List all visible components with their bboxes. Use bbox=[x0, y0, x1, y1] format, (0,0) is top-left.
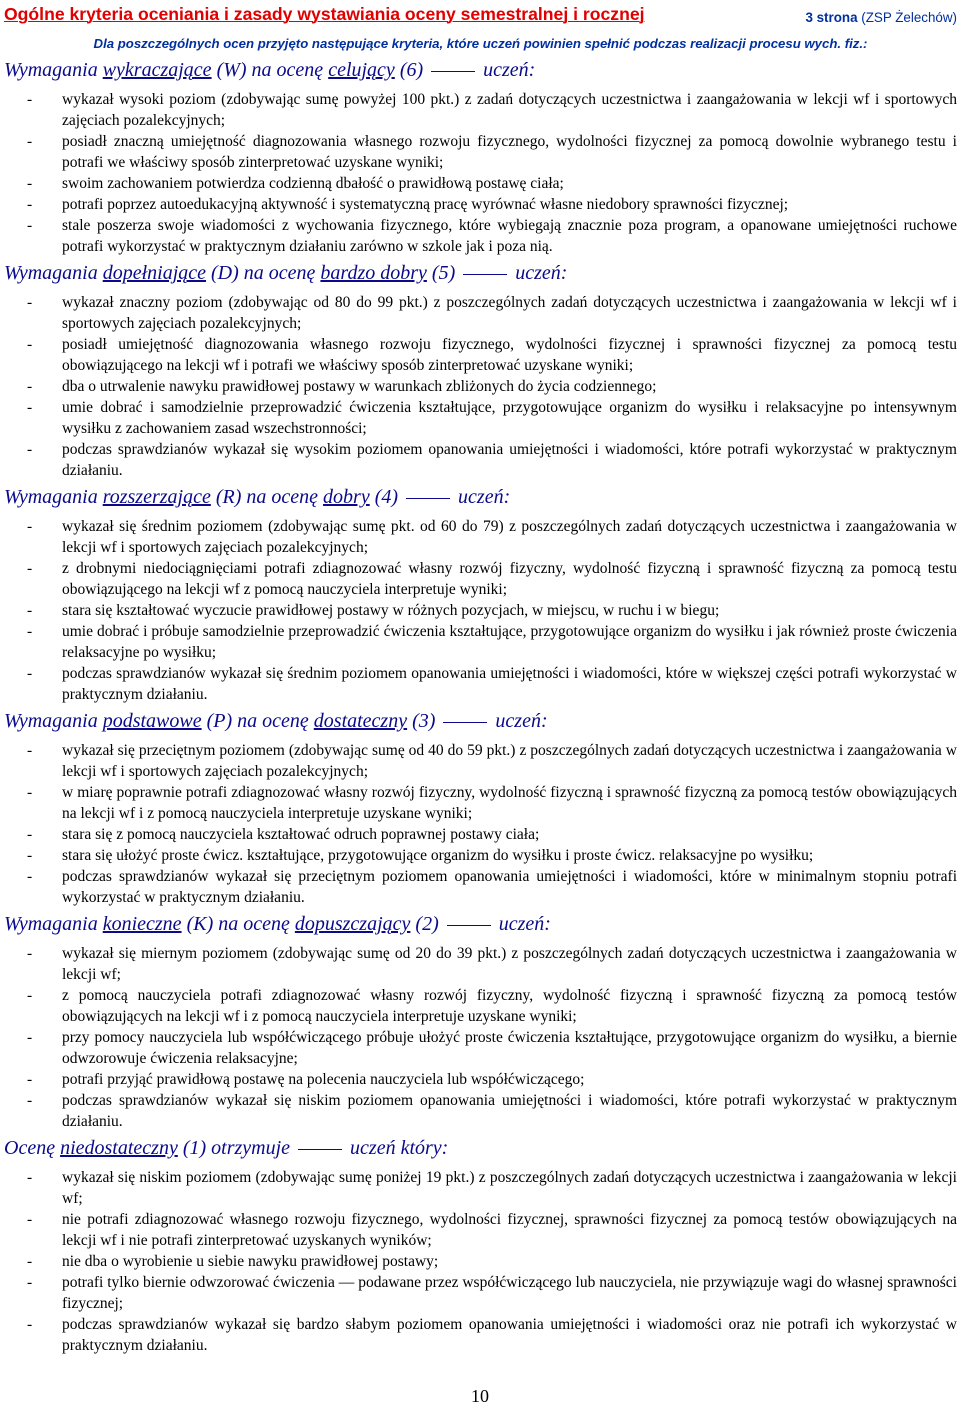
criteria-list bbox=[4, 292, 957, 481]
criteria-item: - stara się ułożyć proste ćwicz. kształtujące, przygotowujące organizm do wysiłku i proste ćwicz. relaksacyjne po wysiłku; bbox=[4, 845, 957, 866]
criteria-item: - dba o utrwalenie nawyku prawidłowej postawy w warunkach zbliżonych do życia codziennego; bbox=[4, 376, 957, 397]
heading-subject: uczeń który: bbox=[350, 1137, 449, 1159]
heading-grade-name: dopuszczający bbox=[294, 913, 411, 935]
criteria-item: - stale poszerza swoje wiadomości z wychowania fizycznego, które wybiegają znacznie poza program, a opanowane umiejętności ruchowe potrafi wykorzystać w praktycznym działaniu zarówno w szkole jak i poza nią. bbox=[4, 215, 957, 257]
section-heading bbox=[4, 913, 957, 936]
heading-middle: (K) na ocenę bbox=[181, 913, 295, 935]
page-label-rest: (ZSP Żelechów) bbox=[857, 10, 957, 25]
heading-grade-name: dostateczny bbox=[313, 710, 408, 732]
heading-middle: (D) na ocenę bbox=[206, 262, 321, 284]
heading-grade-number: (2) bbox=[410, 913, 439, 935]
heading-subject: uczeń: bbox=[498, 913, 551, 935]
heading-subject: uczeń: bbox=[458, 486, 511, 508]
heading-subject: uczeń: bbox=[515, 262, 568, 284]
criteria-item: - przy pomocy nauczyciela lub współćwiczącego próbuje ułożyć proste ćwiczenia kształtujące, przygotowujące organizm do wysiłku, a biernie odwzorowuje ćwiczenia relaksacyjne; bbox=[4, 1027, 957, 1069]
heading-requirement-type: niedostateczny bbox=[60, 1137, 178, 1159]
grade-section bbox=[4, 59, 957, 257]
heading-requirement-type: konieczne bbox=[102, 913, 182, 935]
criteria-list bbox=[4, 1167, 957, 1356]
grade-section bbox=[4, 262, 957, 481]
heading-grade-number: (4) bbox=[369, 486, 399, 508]
criteria-list bbox=[4, 89, 957, 257]
section-heading bbox=[4, 710, 957, 733]
criteria-item: - umie dobrać i próbuje samodzielnie przeprowadzić ćwiczenia kształtujące, przygotowujące organizm do wysiłku i jak również proste ćwiczenia relaksacyjne po wysiłku; bbox=[4, 621, 957, 663]
criteria-item: - z drobnymi niedociągnięciami potrafi zdiagnozować własny rozwój fizyczny, wydolność fizyczną i sprawność fizyczną za pomocą testu obowiązującego na lekcji wf z pomocą nauczyciela interpretuje wyniki; bbox=[4, 558, 957, 600]
criteria-item: - podczas sprawdzianów wykazał się przeciętnym poziomem opanowania umiejętności i wiadomości, które w minimalnym stopniu potrafi wykorzystać w praktycznym działaniu. bbox=[4, 866, 957, 908]
heading-subject: uczeń: bbox=[495, 710, 548, 732]
heading-dash bbox=[406, 498, 450, 500]
criteria-item: - wykazał się przeciętnym poziomem (zdobywając sumę od 40 do 59 pkt.) z poszczególnych zadań dotyczących uczestnictwa i zaangażowania w lekcji wf i sportowych zajęciach pozalekcyjnych; bbox=[4, 740, 957, 782]
heading-requirement-type: wykraczające bbox=[102, 59, 212, 81]
heading-prefix: Wymagania bbox=[4, 486, 103, 508]
criteria-item: - posiadł znaczną umiejętność diagnozowania własnego rozwoju fizycznego, wydolności fizycznej za pomocą dowolnie wybranego testu i potrafi we właściwy sposób zinterpretować uzyskane wyniki; bbox=[4, 131, 957, 173]
heading-prefix: Wymagania bbox=[4, 262, 103, 284]
grade-section bbox=[4, 1137, 957, 1356]
section-heading bbox=[4, 1137, 957, 1160]
criteria-list bbox=[4, 943, 957, 1132]
criteria-item: - umie dobrać i samodzielnie przeprowadzić ćwiczenia kształtujące, przygotowujące organizm do wysiłku i relaksacyjne po intensywnym wysiłku z zachowaniem zasad wszechstronności; bbox=[4, 397, 957, 439]
criteria-item: - wykazał się niskim poziomem (zdobywając sumę poniżej 19 pkt.) z poszczególnych zadań dotyczących uczestnictwa i zaangażowania w lekcji wf; bbox=[4, 1167, 957, 1209]
heading-dash bbox=[463, 274, 507, 276]
heading-prefix: Wymagania bbox=[4, 710, 103, 732]
page-number: 10 bbox=[471, 1386, 489, 1406]
criteria-item: - podczas sprawdzianów wykazał się wysokim poziomem opanowania umiejętności i wiadomości, które potrafi wykorzystać w praktycznym działaniu. bbox=[4, 439, 957, 481]
criteria-item: - nie potrafi zdiagnozować własnego rozwoju fizycznego, wydolności fizycznej, sprawności fizycznej za pomocą testów obowiązujących na lekcji wf i nie potrafi zinterpretować uzyskanych wyników; bbox=[4, 1209, 957, 1251]
criteria-item: - wykazał znaczny poziom (zdobywając od 80 do 99 pkt.) z poszczególnych zadań dotyczących uczestnictwa i zaangażowania w lekcji wf i sportowych zajęciach pozalekcyjnych; bbox=[4, 292, 957, 334]
heading-dash bbox=[447, 925, 491, 927]
heading-grade-number: (3) bbox=[407, 710, 436, 732]
document-title: Ogólne kryteria oceniania i zasady wystawiania oceny semestralnej i rocznej bbox=[4, 4, 645, 24]
criteria-list bbox=[4, 516, 957, 705]
page-label bbox=[805, 10, 957, 25]
heading-prefix: Ocenę bbox=[4, 1137, 61, 1159]
header-bar bbox=[4, 0, 957, 25]
section-heading bbox=[4, 486, 957, 509]
heading-subject: uczeń: bbox=[483, 59, 536, 81]
section-heading bbox=[4, 262, 957, 285]
section-heading bbox=[4, 59, 957, 82]
heading-grade-name: dobry bbox=[323, 486, 370, 508]
criteria-item: - posiadł umiejętność diagnozowania własnego rozwoju fizycznego, wydolności fizycznej i sprawności fizycznej za pomocą testu obowiązującego na lekcji wf i potrafi we właściwy sposób zinterpretować uzyskane wyniki; bbox=[4, 334, 957, 376]
heading-dash bbox=[431, 71, 475, 73]
criteria-item: - stara się kształtować wyczucie prawidłowej postawy w różnych pozycjach, w miejscu, w ruchu i w biegu; bbox=[4, 600, 957, 621]
criteria-item: - wykazał wysoki poziom (zdobywając sumę powyżej 100 pkt.) z zadań dotyczących uczestnictwa i zaangażowania w lekcji wf i sportowych zajęciach pozalekcyjnych; bbox=[4, 89, 957, 131]
heading-middle: (1) otrzymuje bbox=[177, 1137, 291, 1159]
heading-middle: (R) na ocenę bbox=[210, 486, 324, 508]
criteria-item: - podczas sprawdzianów wykazał się średnim poziomem opanowania umiejętności i wiadomości, które w większej części potrafi wykorzystać w praktycznym działaniu. bbox=[4, 663, 957, 705]
heading-dash bbox=[298, 1149, 342, 1151]
heading-grade-number: (6) bbox=[394, 59, 424, 81]
document-subtitle: Dla poszczególnych ocen przyjęto następujące kryteria, które uczeń powinien spełnić podczas realizacji procesu wych. fiz.: bbox=[93, 36, 868, 51]
heading-grade-name: celujący bbox=[328, 59, 395, 81]
criteria-item: - podczas sprawdzianów wykazał się niskim poziomem opanowania umiejętności i wiadomości, które potrafi wykorzystać w praktycznym działaniu. bbox=[4, 1090, 957, 1132]
criteria-item: - z pomocą nauczyciela potrafi zdiagnozować własny rozwój fizyczny, wydolność fizyczną i sprawność fizyczną za pomocą testów obowiązujących na lekcji wf i z pomocą nauczyciela interpretuje uzyskane wyniki; bbox=[4, 985, 957, 1027]
criteria-item: - stara się z pomocą nauczyciela kształtować odruch poprawnej postawy ciała; bbox=[4, 824, 957, 845]
heading-dash bbox=[443, 722, 487, 724]
heading-requirement-type: rozszerzające bbox=[102, 486, 211, 508]
criteria-item: - potrafi przyjąć prawidłową postawę na polecenia nauczyciela lub współćwiczącego; bbox=[4, 1069, 957, 1090]
heading-grade-name: bardzo dobry bbox=[320, 262, 427, 284]
criteria-item: - wykazał się miernym poziomem (zdobywając sumę od 20 do 39 pkt.) z poszczególnych zadań dotyczących uczestnictwa i zaangażowania w lekcji wf; bbox=[4, 943, 957, 985]
criteria-list bbox=[4, 740, 957, 908]
criteria-sections bbox=[4, 59, 957, 1356]
criteria-item: - potrafi poprzez autoedukacyjną aktywność i systematyczną pracę wyrównać własne niedobory sprawności fizycznej; bbox=[4, 194, 957, 215]
grade-section bbox=[4, 486, 957, 705]
criteria-item: - podczas sprawdzianów wykazał się bardzo słabym poziomem opanowania umiejętności i wiadomości oraz nie potrafi ich wykorzystać w praktycznym działaniu. bbox=[4, 1314, 957, 1356]
heading-requirement-type: dopełniające bbox=[102, 262, 207, 284]
heading-prefix: Wymagania bbox=[4, 59, 103, 81]
criteria-item: - wykazał się średnim poziomem (zdobywając sumę pkt. od 60 do 79) z poszczególnych zadań dotyczących uczestnictwa i zaangażowania w lekcji wf i sportowych zajęciach pozalekcyjnych; bbox=[4, 516, 957, 558]
criteria-item: - w miarę poprawnie potrafi zdiagnozować własny rozwój fizyczny, wydolność fizyczną i sprawność fizyczną za pomocą testów obowiązujących na lekcji wf i z pomocą nauczyciela interpretuje uzyskane wyniki; bbox=[4, 782, 957, 824]
grade-section bbox=[4, 710, 957, 908]
heading-middle: (P) na ocenę bbox=[201, 710, 314, 732]
heading-prefix: Wymagania bbox=[4, 913, 103, 935]
criteria-item: - nie dba o wyrobienie u siebie nawyku prawidłowej postawy; bbox=[4, 1251, 957, 1272]
heading-middle: (W) na ocenę bbox=[211, 59, 329, 81]
criteria-item: - potrafi tylko biernie odwzorować ćwiczenia — podawane przez współćwiczącego lub nauczyciela, nie przywiązuje wagi do własnej sprawności fizycznej; bbox=[4, 1272, 957, 1314]
criteria-item: - swoim zachowaniem potwierdza codzienną dbałość o prawidłową postawę ciała; bbox=[4, 173, 957, 194]
grade-section bbox=[4, 913, 957, 1132]
heading-grade-number: (5) bbox=[426, 262, 456, 284]
heading-requirement-type: podstawowe bbox=[102, 710, 202, 732]
page-label-bold: 3 strona bbox=[805, 10, 858, 25]
